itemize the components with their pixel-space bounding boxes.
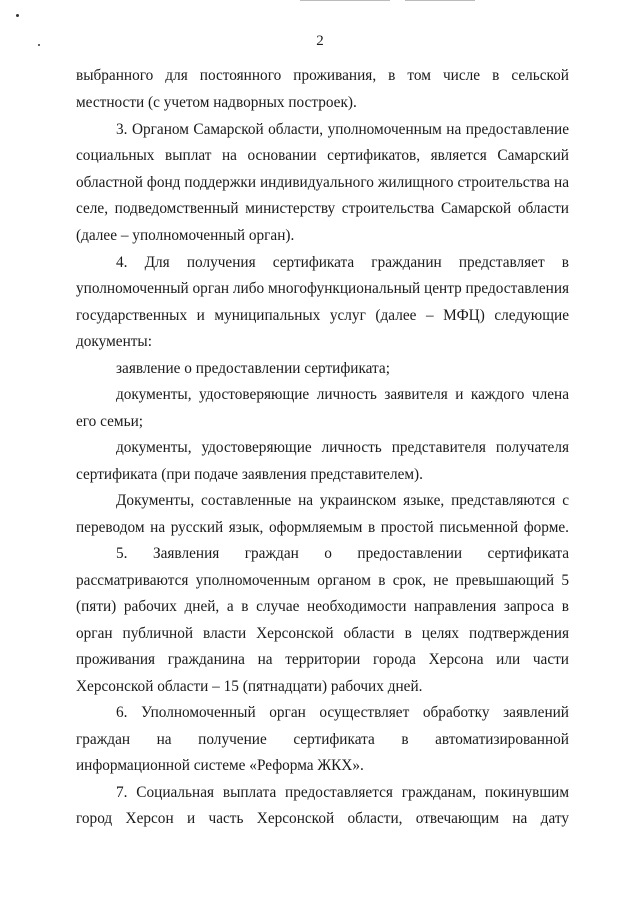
text-line: областной фонд поддержки индивидуального жилищного строительства на [76,174,569,191]
scan-top-edge-mark [300,0,390,1]
text-line: документы, удостоверяющие личность заявителя и каждого члена [116,386,569,403]
text-line: его семьи; [76,413,144,430]
page-number: 2 [316,33,324,49]
text-line: документы, удостоверяющие личность представителя получателя [116,439,569,456]
text-line: 4. Для получения сертификата гражданин представляет в [116,254,569,271]
text-line: уполномоченный орган либо многофункциональный центр предоставления [76,280,570,297]
text-line: граждан на получение сертификата в автоматизированной [76,731,569,748]
text-line: 7. Социальная выплата предоставляется гражданам, покинувшим [116,784,569,801]
text-line: социальных выплат на основании сертификатов, является Самарский [76,147,569,164]
text-line: переводом на русский язык, оформляемым в простой письменной форме. [76,519,569,536]
text-line: 3. Органом Самарской области, уполномоченным на предоставление [116,121,569,138]
text-line: информационной системе «Реформа ЖКХ». [76,757,364,774]
scan-speck [16,14,19,17]
scan-top-edge-mark [405,0,475,1]
text-line: город Херсон и часть Херсонской области, отвечающим на дату [76,810,569,827]
text-line: документы: [76,333,152,350]
text-line: селе, подведомственный министерству строительства Самарской области [76,200,569,217]
text-line: государственных и муниципальных услуг (далее – МФЦ) следующие [76,307,569,324]
text-line: выбранного для постоянного проживания, в том числе в сельской [76,67,569,84]
text-line: (далее – уполномоченный орган). [76,227,295,244]
text-line: (пяти) рабочих дней, а в случае необходимости направления запроса в [76,598,569,615]
text-line: местности (с учетом надворных построек). [76,94,357,111]
text-line: орган публичной власти Херсонской области в целях подтверждения [76,625,569,642]
text-line: 5. Заявления граждан о предоставлении сертификата [116,545,569,562]
text-line: 6. Уполномоченный орган осуществляет обработку заявлений [116,704,569,721]
text-line: сертификата (при подаче заявления представителем). [76,466,423,483]
text-line: заявление о предоставлении сертификата; [116,360,390,377]
text-line: проживания гражданина на территории города Херсона или части [76,651,569,668]
text-line: Херсонской области – 15 (пятнадцати) рабочих дней. [76,678,423,695]
text-line: рассматриваются уполномоченным органом в срок, не превышающий 5 [76,572,569,589]
text-line: Документы, составленные на украинском языке, представляются с [116,492,569,509]
